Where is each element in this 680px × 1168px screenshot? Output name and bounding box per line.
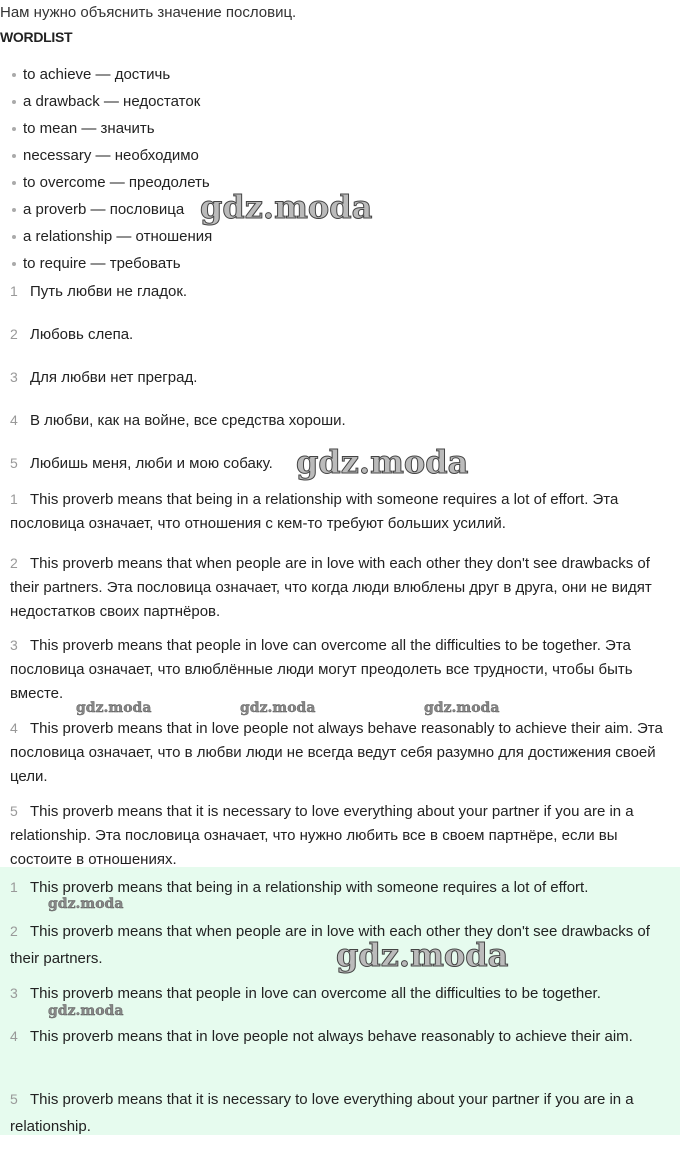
proverb-item (10, 410, 675, 431)
item-text: This proverb means that it is necessary to love everything about your partner if you are in a relationship. Эта пословица означает, что нужно любить все в своем партнёре, если вы состоите в отношениях. (10, 803, 634, 868)
wordlist-item (12, 65, 170, 85)
bullet-icon (12, 154, 16, 158)
item-number: 5 (10, 1091, 18, 1107)
item-text: Путь любви не гладок. (30, 283, 188, 300)
proverb-item (10, 281, 675, 302)
item-text: This proverb means that being in a relationship with someone requires a lot of effort. Эта пословица означает, что отношения с кем-то требуют больших усилий. (10, 491, 619, 532)
bullet-icon (12, 235, 16, 239)
explanation-item (10, 551, 675, 624)
explanation-item (10, 716, 675, 789)
watermark-logo: gdz.moda (200, 188, 373, 226)
answer-item (10, 1023, 675, 1050)
item-text: a relationship — отношения (23, 228, 213, 245)
bullet-icon (12, 127, 16, 131)
watermark-logo: gdz.moda (48, 896, 124, 912)
item-text: Любишь меня, люби и мою собаку. (30, 455, 273, 472)
item-number: 5 (10, 803, 18, 819)
item-number: 2 (10, 326, 18, 342)
watermark-logo: gdz.moda (336, 936, 509, 974)
item-text: This proverb means that in love people not always behave reasonably to achieve their aim. (30, 1028, 633, 1045)
item-number: 4 (10, 720, 18, 736)
item-text: This proverb means that when people are in love with each other they don't see drawbacks of their partners. Эта пословица означает, что когда люди влюблены друг в друга, они не видят недостатков своих партнёров. (10, 555, 652, 620)
wordlist-item (12, 146, 199, 166)
item-number: 1 (10, 283, 18, 299)
bullet-icon (12, 73, 16, 77)
watermark-logo: gdz.moda (424, 700, 500, 716)
watermark-logo: gdz.moda (48, 1003, 124, 1019)
item-number: 5 (10, 455, 18, 471)
proverb-item (10, 367, 675, 388)
explanation-item (10, 633, 675, 706)
item-text: This proverb means that in love people not always behave reasonably to achieve their aim. Эта пословица означает, что в любви люди не всегда ведут себя разумно для достижения своей цели. (10, 720, 663, 785)
item-text: a proverb — пословица (23, 201, 185, 218)
item-text: to mean — значить (23, 120, 155, 137)
item-text: This proverb means that people in love can overcome all the difficulties to be together. (30, 985, 601, 1002)
item-text: This proverb means that when people are in love with each other they don't see drawbacks of their partners. (10, 923, 650, 967)
item-text: В любви, как на войне, все средства хороши. (30, 412, 346, 429)
watermark-logo: gdz.moda (240, 700, 316, 716)
item-text: Для любви нет преград. (30, 369, 198, 386)
item-number: 3 (10, 369, 18, 385)
bullet-icon (12, 208, 16, 212)
bullet-icon (12, 262, 16, 266)
answer-item (10, 1086, 675, 1140)
item-number: 1 (10, 491, 18, 507)
proverb-item (10, 324, 675, 345)
watermark-logo: gdz.moda (76, 700, 152, 716)
item-text: to achieve — достичь (23, 66, 171, 83)
item-text: necessary — необходимо (23, 147, 199, 164)
wordlist-item (12, 227, 212, 247)
item-number: 1 (10, 879, 18, 895)
wordlist-title: WORDLIST (0, 29, 73, 45)
explanation-item (10, 487, 675, 536)
task-header: Нам нужно объяснить значение пословиц. (0, 4, 297, 21)
item-text: to require — требовать (23, 255, 181, 272)
wordlist-item (12, 173, 210, 193)
item-text: This proverb means that being in a relationship with someone requires a lot of effort. (30, 879, 589, 896)
bullet-icon (12, 100, 16, 104)
explanation-item (10, 799, 675, 872)
item-text: This proverb means that it is necessary to love everything about your partner if you are in a relationship. (10, 1091, 634, 1135)
wordlist-item (12, 254, 181, 274)
item-number: 3 (10, 637, 18, 653)
item-number: 4 (10, 1028, 18, 1044)
wordlist-item (12, 92, 200, 112)
item-number: 2 (10, 555, 18, 571)
wordlist-item (12, 119, 155, 139)
item-text: a drawback — недостаток (23, 93, 201, 110)
item-number: 4 (10, 412, 18, 428)
wordlist-item (12, 200, 184, 220)
item-text: to overcome — преодолеть (23, 174, 210, 191)
item-number: 3 (10, 985, 18, 1001)
watermark-logo: gdz.moda (296, 443, 469, 481)
item-number: 2 (10, 923, 18, 939)
item-text: Любовь слепа. (30, 326, 134, 343)
item-text: This proverb means that people in love can overcome all the difficulties to be together. Эта пословица означает, что влюблённые люди могут преодолеть все трудности, чтобы быть вместе. (10, 637, 633, 702)
bullet-icon (12, 181, 16, 185)
